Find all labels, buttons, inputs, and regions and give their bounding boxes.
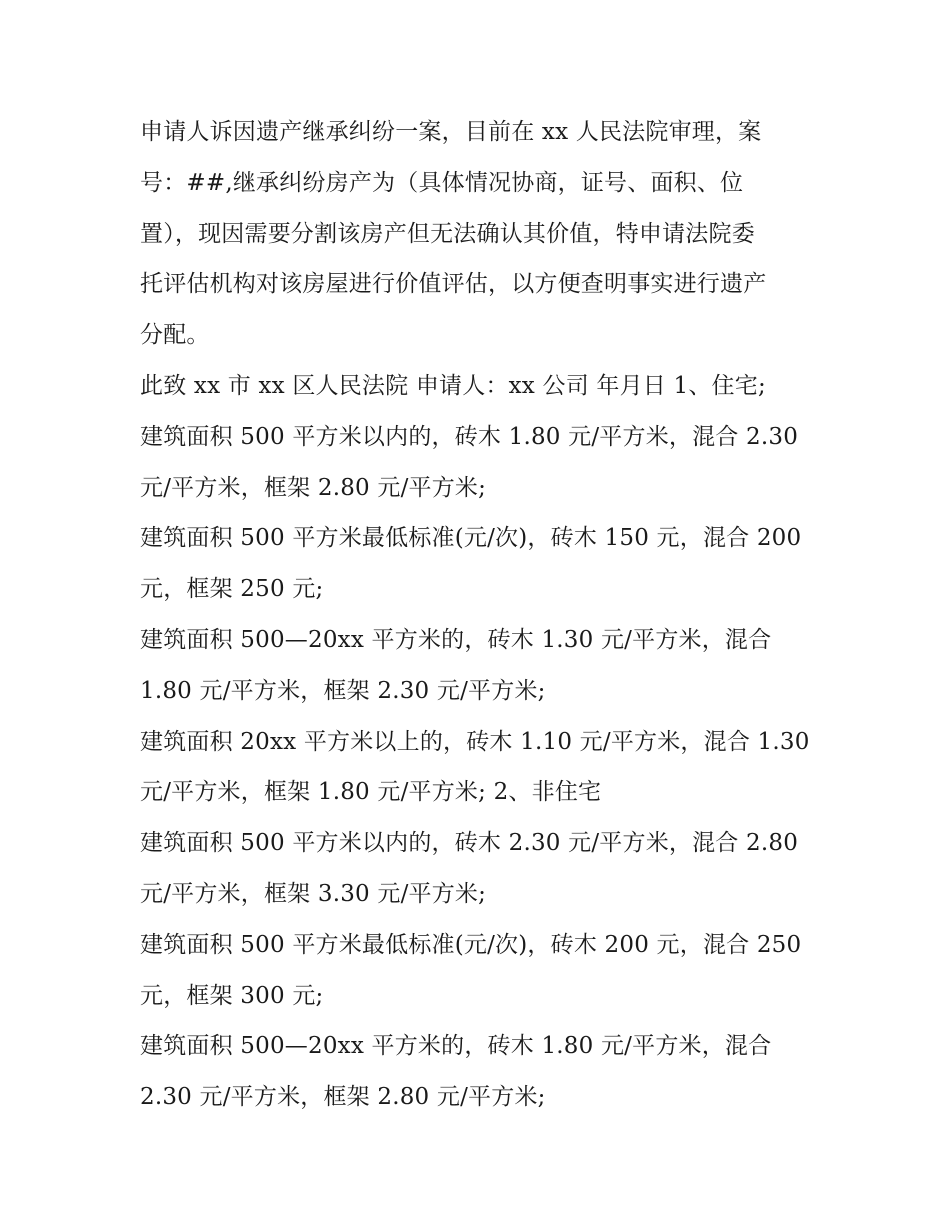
text-line: 置），现因需要分割该房产但无法确认其价值，特申请法院委 bbox=[140, 220, 755, 247]
text-line: 2.30 元/平方米，框架 2.80 元/平方米; bbox=[140, 1084, 546, 1111]
text-line: 分配。 bbox=[140, 322, 210, 349]
text-line: 元，框架 250 元; bbox=[140, 576, 324, 603]
text-line: 1.80 元/平方米，框架 2.30 元/平方米; bbox=[140, 677, 546, 704]
text-line: 元，框架 300 元; bbox=[140, 982, 324, 1009]
text-line: 建筑面积 500 平方米最低标准(元/次)，砖木 150 元，混合 200 bbox=[140, 525, 802, 552]
text-line: 号：##,继承纠纷房产为（具体情况协商，证号、面积、位 bbox=[140, 169, 744, 196]
text-line: 元/平方米，框架 2.80 元/平方米; bbox=[140, 474, 487, 501]
text-line: 建筑面积 20xx 平方米以上的，砖木 1.10 元/平方米，混合 1.30 bbox=[140, 728, 810, 755]
text-line: 建筑面积 500—20xx 平方米的，砖木 1.80 元/平方米，混合 bbox=[140, 1033, 772, 1060]
text-line: 建筑面积 500 平方米以内的，砖木 2.30 元/平方米，混合 2.80 bbox=[140, 830, 799, 857]
text-line: 元/平方米，框架 1.80 元/平方米; 2、非住宅 bbox=[140, 779, 602, 806]
text-line: 建筑面积 500—20xx 平方米的，砖木 1.30 元/平方米，混合 bbox=[140, 626, 772, 653]
text-line: 建筑面积 500 平方米以内的，砖木 1.80 元/平方米，混合 2.30 bbox=[140, 423, 799, 450]
text-line: 建筑面积 500 平方米最低标准(元/次)，砖木 200 元，混合 250 bbox=[140, 931, 802, 958]
document-body bbox=[140, 107, 820, 1123]
text-line: 申请人诉因遗产继承纠纷一案，目前在 xx 人民法院审理，案 bbox=[140, 119, 762, 145]
text-line: 此致 xx 市 xx 区人民法院 申请人：xx 公司 年月日 1、住宅; bbox=[140, 372, 766, 399]
text-line: 元/平方米，框架 3.30 元/平方米; bbox=[140, 880, 487, 907]
text-line: 托评估机构对该房屋进行价值评估，以方便查明事实进行遗产 bbox=[140, 271, 767, 298]
